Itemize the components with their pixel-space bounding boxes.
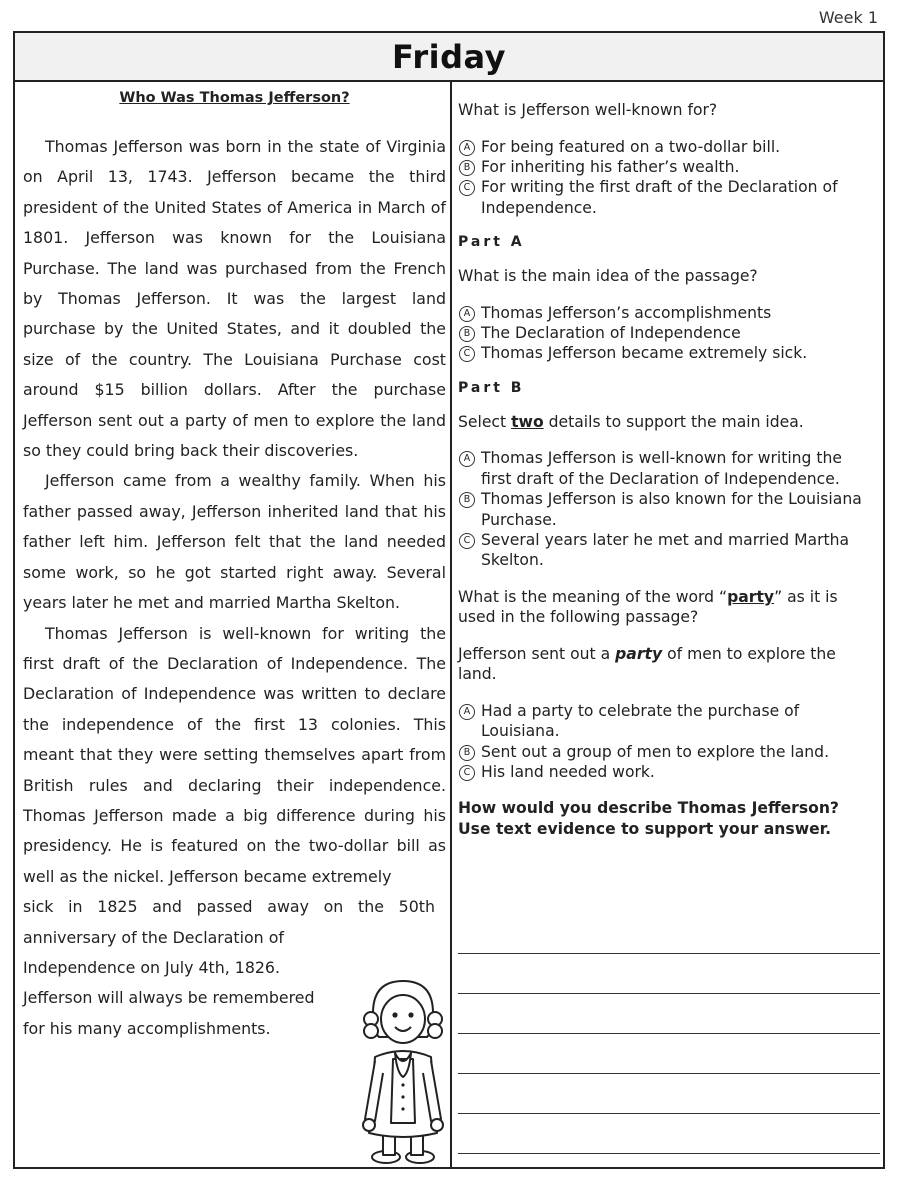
passage-paragraph-1: Thomas Jefferson was born in the state of Virginia on April 13, 1743. Jefferson became the third president of the United States of America in March of 1801. Jefferson was known for the Louisiana Purchase. The land was purchased from the French by Thomas Jefferson. It was the largest land purchase by the United States, and it doubled the size of the country. The Louisiana Purchase cost around $15 billion dollars. After the purchase Jefferson sent out a party of men to explore the land so they could bring back their discoveries. [23,137,446,461]
week-label: Week 1 [818,8,878,27]
part-b-emphasis: two [511,412,544,431]
answer-text: Thomas Jefferson is well-known for writing the first draft of the Declaration of Independence. [481,449,842,488]
passage-end-line: anniversary of the Declaration of [23,927,284,947]
passage-paragraph-3: Thomas Jefferson is well-known for writing the first draft of the Declaration of Independence. The Declaration of Independence was written to declare the independence of the first 13 colonies. This meant that they were setting themselves apart from British rules and declaring their independence. Thomas Jefferson made a big difference during his presidency. He is featured on the two-dollar bill as well as the nickel. Jefferson became extremely [23,623,446,886]
meaning-options [458,701,877,783]
target-word: party [727,587,775,606]
answer-line[interactable] [458,1153,880,1154]
quote-word: party [615,644,663,663]
answer-text: For writing the first draft of the Declaration of Independence. [481,178,838,217]
answer-text: Several years later he met and married Martha Skelton. [481,530,850,570]
passage-end-line: Independence on July 4th, 1826. [23,957,281,977]
answer-text: His land needed work. [481,763,655,781]
meaning-prompt-end: ” as it is used in the following passage? [458,587,838,627]
open-response-prompt: How would you describe Thomas Jefferson? Use text evidence to support your answer. [458,799,839,838]
part-b-prompt-end: details to support the main idea. [543,412,804,431]
answer-bubble-a[interactable]: A [459,306,475,322]
answer-option[interactable] [458,530,877,571]
answer-option[interactable] [458,343,877,363]
part-b-label: Part B [458,379,525,396]
passage-end-line: for his many accomplishments. [23,1018,271,1038]
worksheet-frame [13,31,885,1169]
quote-start: Jefferson sent out a [458,644,616,663]
answer-option[interactable] [458,448,877,489]
reading-passage [15,80,452,1167]
question-1-options [458,137,877,219]
passage-end-line: sick in 1825 and passed away on the 50th [23,897,435,917]
quote-end: of men to explore the land. [458,644,836,684]
passage-body [23,132,446,892]
answer-bubble-b[interactable]: B [459,492,475,508]
answer-text: Had a party to celebrate the purchase of Louisiana. [481,701,800,741]
page-title: Friday [392,37,506,76]
answer-option[interactable] [458,303,877,323]
answer-bubble-a[interactable]: A [459,140,475,156]
answer-line[interactable] [458,1073,880,1074]
meaning-question-prompt [458,587,877,628]
answer-text: The Declaration of Independence [481,324,741,343]
answer-line[interactable] [458,953,880,954]
meaning-prompt-start: What is the meaning of the word “ [458,587,728,606]
two-columns [15,80,883,1167]
answer-option[interactable] [458,157,877,177]
answer-bubble-b[interactable]: B [459,160,475,176]
question-1-prompt: What is Jefferson well-known for? [458,101,718,119]
answer-bubble-a[interactable]: A [459,704,475,720]
answer-option[interactable] [458,489,877,530]
passage-end-line: Jefferson will always be remembered [23,988,315,1008]
answer-text: Thomas Jefferson’s accomplishments [481,303,772,322]
part-a-label: Part A [458,234,525,251]
questions-column [452,80,883,1167]
answer-option[interactable] [458,177,877,218]
answer-line[interactable] [458,993,880,994]
passage-paragraph-2: Jefferson came from a wealthy family. When his father passed away, Jefferson inherited land that his father left him. Jefferson felt that the land needed some work, so he got started right away. Several years later he met and married Martha Skelton. [23,471,446,613]
answer-text: Sent out a group of men to explore the land. [481,742,830,761]
answer-line[interactable] [458,1113,880,1114]
part-b-options [458,448,877,570]
answer-line[interactable] [458,1033,880,1034]
answer-bubble-b[interactable]: B [459,745,475,761]
answer-lines[interactable] [458,953,880,1193]
answer-option[interactable] [458,762,877,782]
answer-option[interactable] [458,701,877,742]
answer-text: Thomas Jefferson became extremely sick. [481,344,808,363]
answer-text: Thomas Jefferson is also known for the Louisiana Purchase. [481,490,862,529]
passage-title: Who Was Thomas Jefferson? [119,90,350,106]
part-a-prompt: What is the main idea of the passage? [458,267,758,286]
part-a-options [458,303,877,364]
answer-bubble-a[interactable]: A [459,451,475,467]
answer-bubble-c[interactable]: C [459,765,475,781]
answer-option[interactable] [458,323,877,343]
answer-bubble-c[interactable]: C [459,346,475,362]
part-b-prompt [458,412,877,433]
answer-bubble-c[interactable]: C [459,533,475,549]
part-b-prompt-start: Select [458,412,512,431]
answer-bubble-c[interactable]: C [459,180,475,196]
day-header [15,33,883,82]
answer-text: For being featured on a two-dollar bill. [481,137,781,156]
answer-option[interactable] [458,742,877,762]
jefferson-cartoon-illustration [353,973,453,1165]
answer-text: For inheriting his father’s wealth. [481,157,740,176]
meaning-quote [458,644,877,685]
answer-option[interactable] [458,137,877,157]
answer-bubble-b[interactable]: B [459,326,475,342]
